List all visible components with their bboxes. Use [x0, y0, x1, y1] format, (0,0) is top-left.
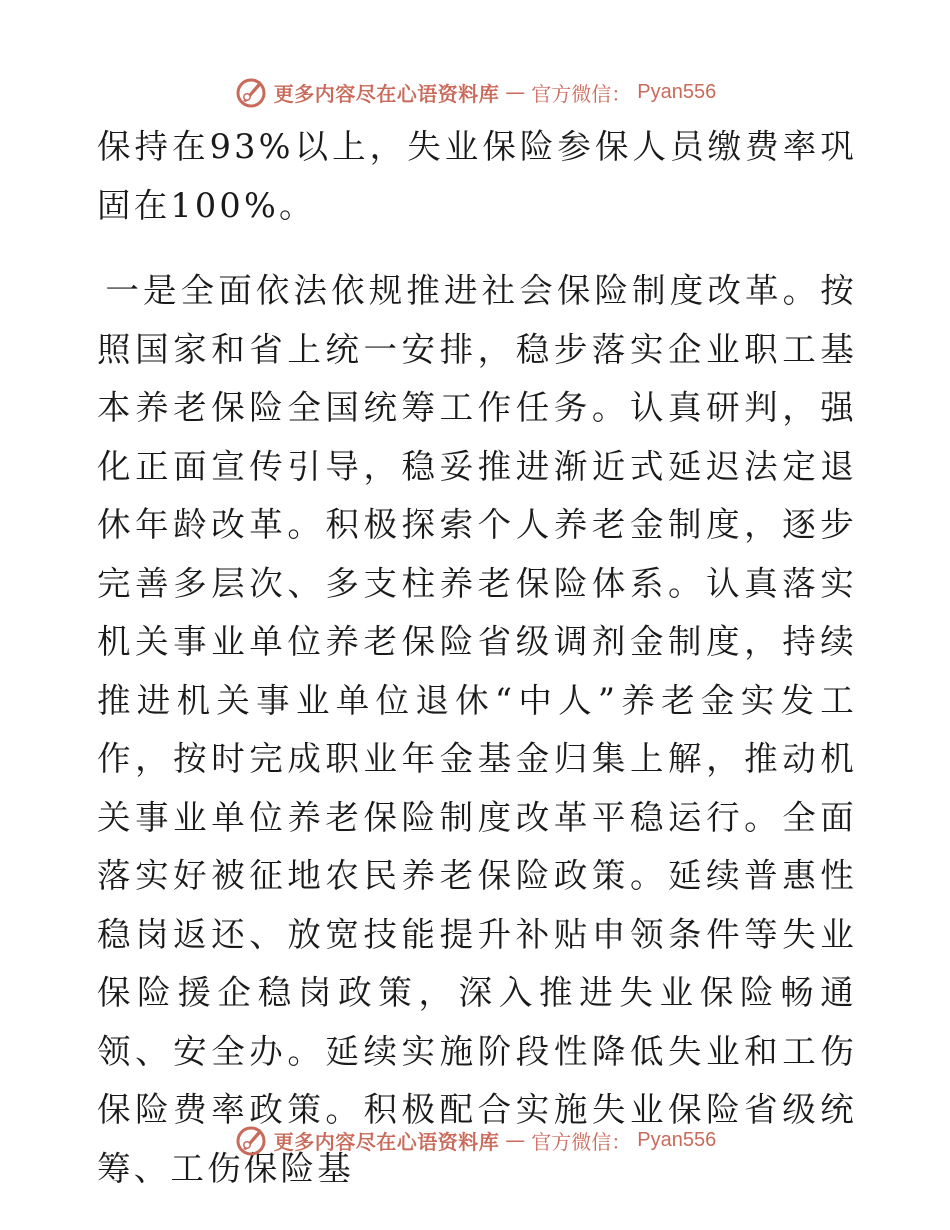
watermark-separator: — [505, 1128, 526, 1152]
header-watermark [0, 72, 950, 112]
quill-seal-icon [234, 1123, 268, 1157]
watermark-wechat-label: 官方微信： [531, 1129, 632, 1154]
watermark-wechat-id: Pyan556 [637, 80, 717, 103]
body-paragraph-1: 保持在93%以上，失业保险参保人员缴费率巩固在100%。 [97, 127, 857, 225]
footer-watermark [0, 1120, 950, 1160]
watermark-separator: — [505, 80, 526, 104]
watermark-site-text: 更多内容尽在心语资料库 [273, 1129, 500, 1154]
watermark-wechat-id: Pyan556 [637, 1128, 717, 1151]
quill-seal-icon [234, 75, 268, 109]
body-paragraph-2: 一是全面依法依规推进社会保险制度改革。按照国家和省上统一安排，稳步落实企业职工基本养老保险全国统筹工作任务。认真研判，强化正面宣传引导，稳妥推进渐近式延迟法定退休年龄改革。积极探索个人养老金制度，逐步完善多层次、多支柱养老保险体系。认真落实机关事业单位养老保险省级调剂金制度，持续推进机关事业单位退休“中人”养老金实发工作，按时完成职业年金基金归集上解，推动机关事业单位养老保险制度改革平稳运行。全面落实好被征地农民养老保险政策。延续普惠性稳岗返还、放宽技能提升补贴申领条件等失业保险援企稳岗政策，深入推进失业保险畅通领、安全办。延续实施阶段性降低失业和工伤保险费率政策。积极配合实施失业保险省级统筹、工伤保险基 [97, 271, 857, 1188]
watermark-site-text: 更多内容尽在心语资料库 [273, 81, 500, 106]
watermark-wechat-label: 官方微信： [531, 81, 632, 106]
document-body [97, 118, 857, 1198]
